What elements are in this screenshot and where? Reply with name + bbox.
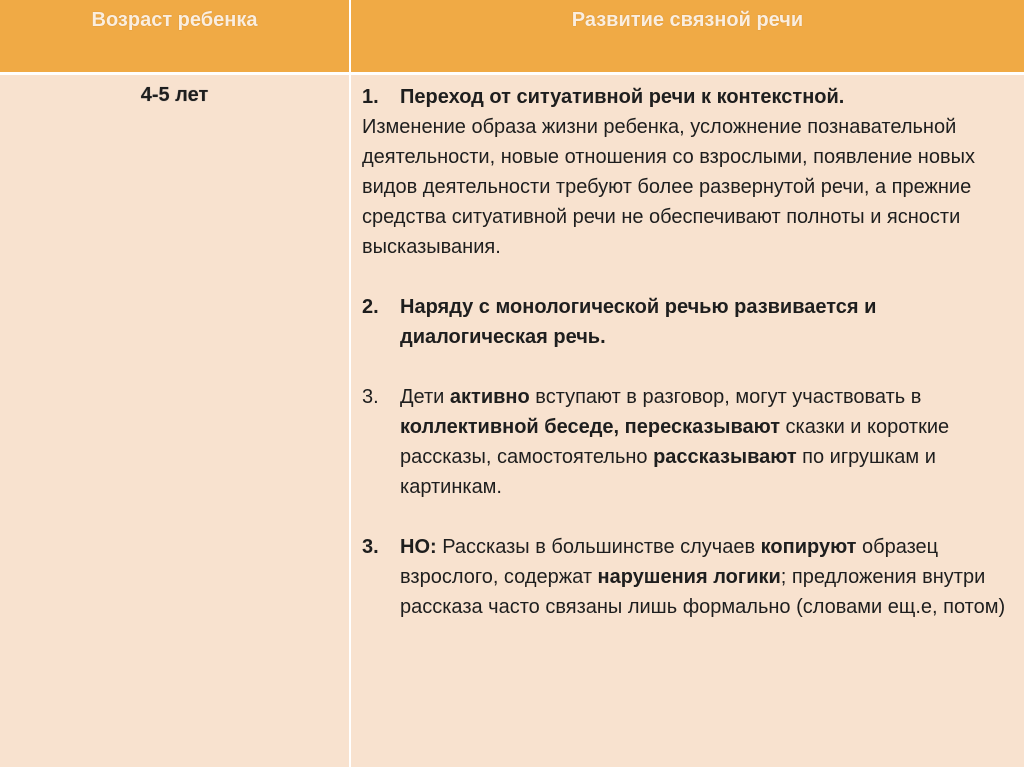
item-3-emphasis: рассказывают <box>653 446 797 468</box>
item-4-part: Рассказы в большинстве случаев <box>436 536 761 558</box>
development-cell <box>362 82 1012 652</box>
column-divider <box>349 0 351 767</box>
item-2-text: Наряду с монологической речью развивается и диалогическая речь. <box>400 296 877 348</box>
item-4-emphasis: нарушения логики <box>597 566 781 588</box>
item-3-part: по игрушкам и картинкам. <box>400 446 936 498</box>
item-1-title: Переход от ситуативной речи к контекстной. <box>400 86 845 108</box>
item-3-part: вступают в разговор, могут участвовать в <box>529 386 922 408</box>
item-3-number: 3. <box>362 386 379 408</box>
list-item-3 <box>362 382 1012 502</box>
item-4-number: 3. <box>362 536 379 558</box>
list-item-1 <box>362 82 1012 262</box>
item-4-part: образец взрослого, содержат <box>400 536 939 588</box>
header-development-column <box>351 0 1024 72</box>
item-3-part: Дети <box>400 386 450 408</box>
item-4-part: ; предложения внутри рассказа часто связаны лишь формально (словами ещ.е, потом) <box>400 566 1006 618</box>
item-2-number: 2. <box>362 296 379 318</box>
item-4-text <box>400 532 1012 622</box>
item-3-part: сказки и короткие рассказы, самостоятельно <box>400 416 950 468</box>
item-1-number: 1. <box>362 86 379 108</box>
header-age-column <box>0 0 349 72</box>
age-cell: 4-5 лет <box>140 84 209 106</box>
header-development-label: Развитие связной речи <box>571 9 804 31</box>
header-age-label: Возраст ребенка <box>91 9 258 31</box>
list-item-4 <box>362 532 1012 622</box>
item-1-text: Изменение образа жизни ребенка, усложнение познавательной деятельности, новые отношения со взрослыми, появление новых видов деятельности требуют более развернутой речи, а прежние средства ситуативной речи не обеспечивают полноты и ясности высказывания. <box>362 116 975 258</box>
item-3-emphasis: коллективной беседе, пересказывают <box>400 416 780 438</box>
list-item-2 <box>362 292 1012 352</box>
item-3-emphasis: активно <box>449 386 530 408</box>
item-4-emphasis: копируют <box>760 536 857 558</box>
item-4-emphasis: НО: <box>400 536 437 558</box>
item-3-text <box>400 382 1012 502</box>
table-header <box>0 0 1024 75</box>
